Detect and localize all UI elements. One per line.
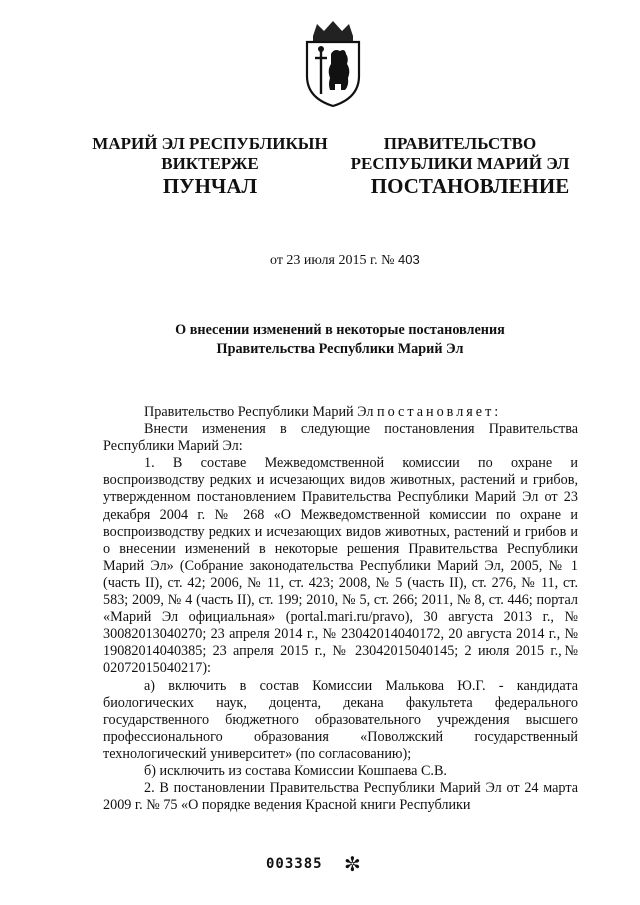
intro-decree-word: постановляет:: [376, 404, 502, 420]
header-left-block: [90, 134, 330, 174]
document-body: [103, 404, 578, 814]
header-right-line1: ПРАВИТЕЛЬСТВО: [383, 134, 537, 153]
intro-paragraph: [103, 404, 578, 421]
date-line: [270, 252, 420, 269]
paragraph-3: а) включить в состав Комиссии Малькова Ю.Г. - кандидата биологических наук, доцента, декана факультета федерального государственного бюджетного образовательного учреждения высшего профессионального образования «Поволжский государственный технологический университет» (по согласованию);: [103, 677, 578, 762]
paragraph-2: 1. В составе Межведомственной комиссии по охране и воспроизводству редких и исчезающих видов животных, растений и грибов, утвержденном постановлением Правительства Республики Марий Эл от 23 декабря 2004 г. № 268 «О Межведомственной комиссии по охране и воспроизводству редких и исчезающих видов животных, растений и грибов и о внесении изменений в некоторые решения Правительства Республики Марий Эл» (Собрание законодательства Республики Марий Эл, 2005, № 1 (часть II), ст. 42; 2006, № 11, ст. 423; 2008, № 5 (часть II), ст. 276, № 11, ст. 583; 2009, № 4 (часть II), ст. 199; 2010, № 5, ст. 266; 2011, № 8, ст. 446; портал «Марий Эл официальная» (portal.mari.ru/pravo), 30 августа 2013 г., № 30082013040270; 23 апреля 2014 г., № 23042014040172, 20 августа 2014 г., № 19082014040385; 23 апреля 2015 г., № 23042015040145; 2 июля 2015 г.,№ 02072015040217):: [103, 455, 578, 677]
document-subject: [150, 321, 530, 359]
header-right-block: [340, 134, 580, 174]
header-right-line2: РЕСПУБЛИКИ МАРИЙ ЭЛ: [350, 154, 570, 173]
paragraph-1: Внести изменения в следующие постановления Правительства Республики Марий Эл:: [103, 421, 578, 455]
footer-mark: ✼: [344, 852, 361, 876]
coat-of-arms-emblem: [297, 18, 369, 108]
subject-line2: Правительства Республики Марий Эл: [216, 341, 464, 357]
date-text: от 23 июля 2015 г. №: [270, 253, 395, 268]
header-left-line1: МАРИЙ ЭЛ РЕСПУБЛИКЫН: [92, 134, 328, 153]
header-left-line2: ВИКТЕРЖЕ: [161, 154, 259, 173]
document-number: 403: [397, 252, 420, 267]
paragraph-4: б) исключить из состава Комиссии Кошпаева С.В.: [144, 762, 447, 779]
doc-type-russian: ПОСТАНОВЛЕНИЕ: [370, 174, 570, 198]
paragraph-5: 2. В постановлении Правительства Республики Марий Эл от 24 марта 2009 г. № 75 «О порядке ведения Красной книги Республики: [103, 780, 578, 814]
doc-type-mari: ПУНЧАЛ: [162, 174, 258, 198]
intro-lead: Правительство Республики Марий Эл: [144, 404, 377, 420]
serial-number: 003385: [266, 856, 323, 872]
subject-line1: О внесении изменений в некоторые постановления: [175, 322, 505, 338]
